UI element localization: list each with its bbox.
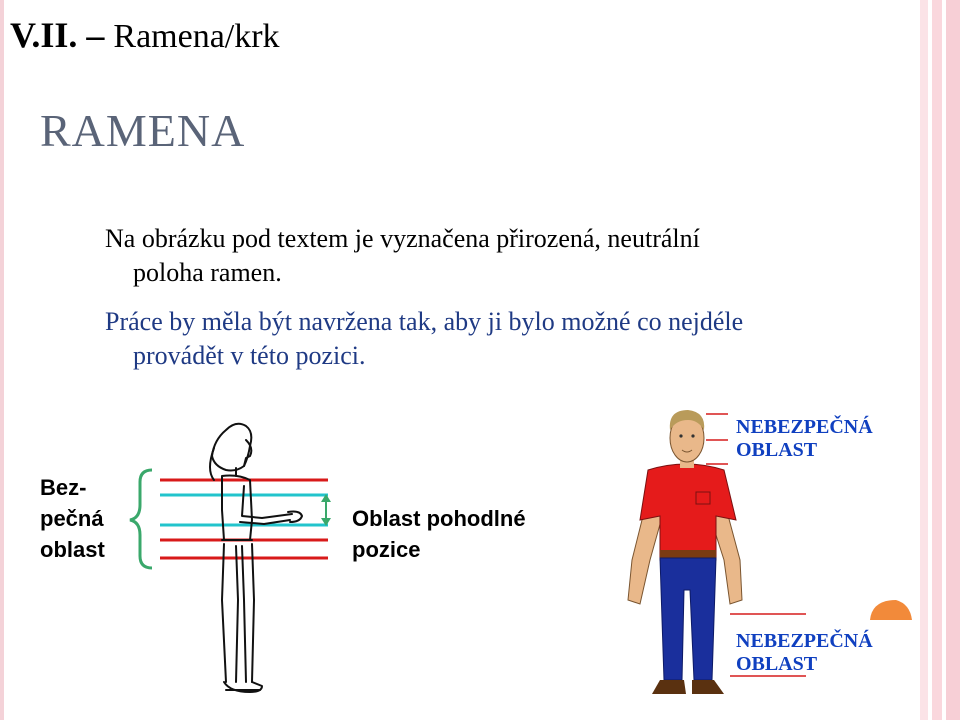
danger-top-line1: NEBEZPEČNÁ	[736, 416, 873, 438]
paragraph2-line2: provádět v této pozici.	[133, 341, 366, 370]
safe-zone-bracket	[130, 470, 152, 568]
paragraph1-line2: poloha ramen.	[133, 258, 282, 287]
section-number: V.II.	[10, 15, 78, 55]
header-dash: –	[86, 15, 105, 55]
comfort-zone-label	[352, 503, 526, 565]
danger-bottom-line2: OBLAST	[736, 653, 818, 675]
safe-zone-line1: Bez-	[40, 475, 87, 500]
danger-zone-bottom-label	[736, 630, 873, 676]
section-subtitle: Ramena/krk	[113, 18, 280, 55]
comfort-zone-line1: Oblast pohodlné	[352, 506, 526, 531]
danger-zone-top-label	[736, 416, 873, 462]
danger-top-line2: OBLAST	[736, 439, 818, 461]
safe-zone-line3: oblast	[40, 537, 105, 562]
slide-title: RAMENA	[40, 105, 246, 156]
cartoon-man-figure	[628, 410, 742, 694]
comfort-zone-line2: pozice	[352, 537, 421, 562]
paragraph2-line1: Práce by měla být navržena tak, aby ji bylo možné co nejdéle	[105, 307, 744, 336]
orange-arc	[870, 600, 912, 620]
safe-zone-label	[40, 472, 105, 565]
danger-bottom-line1: NEBEZPEČNÁ	[736, 630, 873, 652]
safe-zone-line2: pečná	[40, 506, 104, 531]
paragraph1-line1: Na obrázku pod textem je vyznačena přirozená, neutrální	[105, 224, 700, 253]
